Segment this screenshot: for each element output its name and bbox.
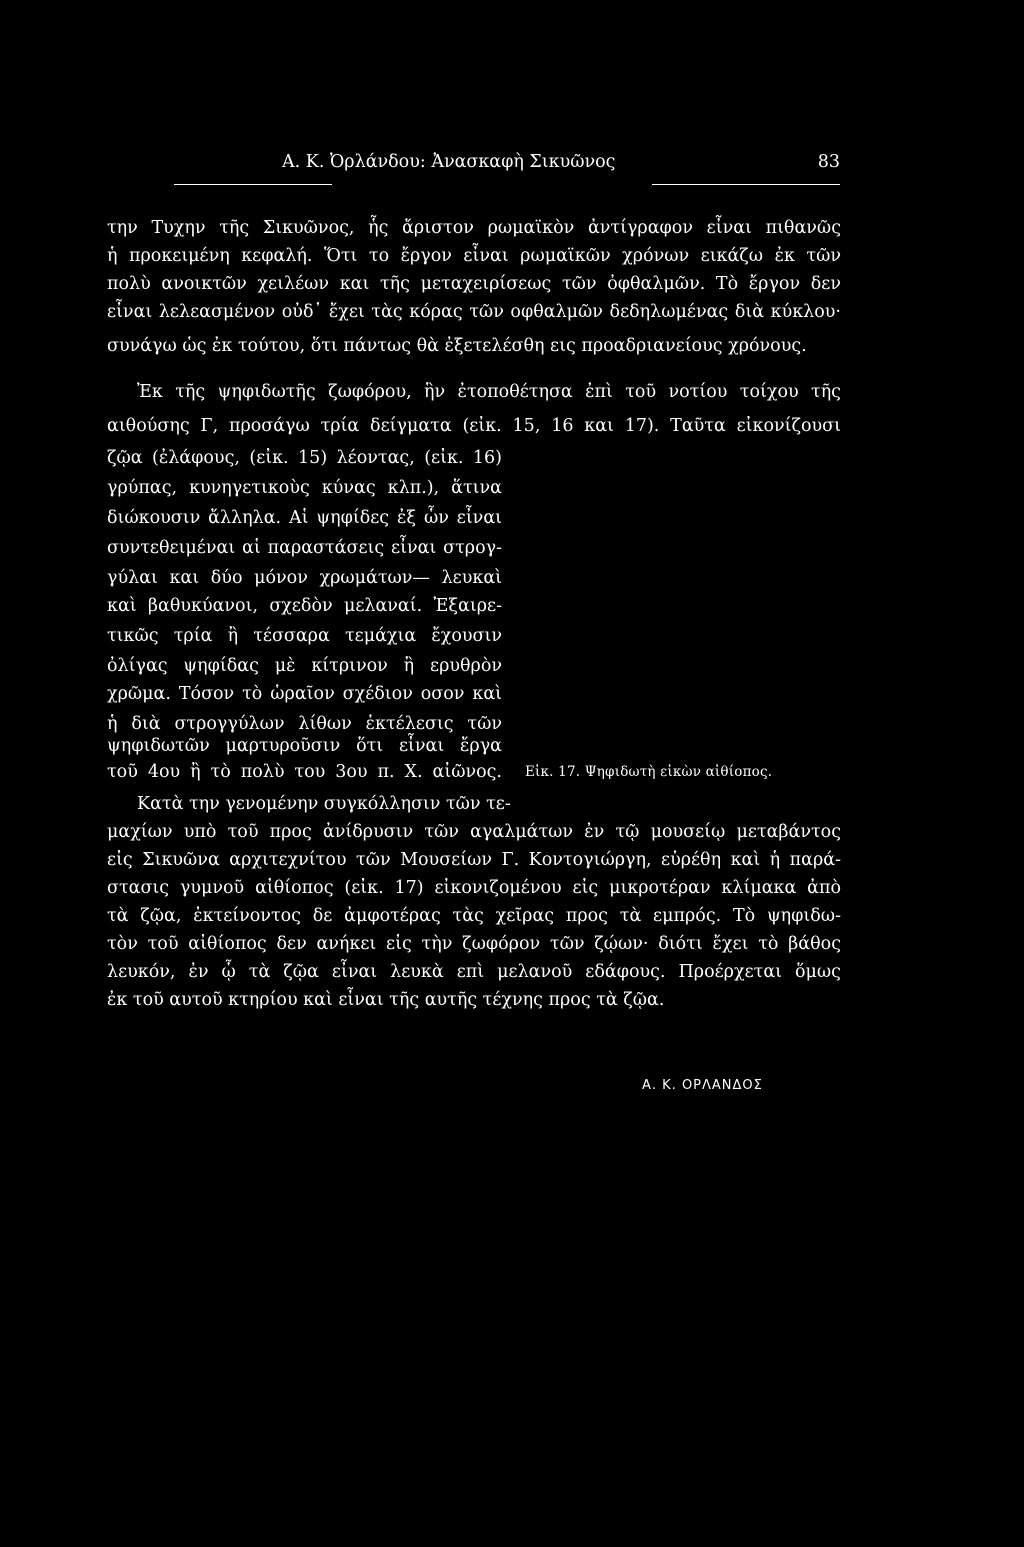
text-line: διώκουσιν ἄλληλα. Αἱ ψηφίδες ἐξ ὧν εἶναι — [107, 508, 502, 528]
text-line: ψηφιδωτῶν μαρτυροῦσιν ὅτι εἶναι ἔργα — [107, 736, 502, 756]
text-line: εἰς Σικυῶνα αρχιτεχνίτου τῶν Μουσείων Γ. Κοντογιώργη, εὑρέθη καὶ ἡ παρά- — [107, 850, 841, 870]
text-line: πολὺ ανοικτῶν χειλέων και τῆς μεταχειρίσεως τῶν ὀφθαλμῶν. Τὸ ἔργον δεν — [107, 274, 841, 294]
figure-caption: Εἰκ. 17. Ψηφιδωτὴ εἰκὼν αἰθίοπος. — [525, 764, 773, 780]
text-line: ἐκ τοῦ αυτοῦ κτηρίου καὶ εἶναι τῆς αυτῆς τέχνης προς τὰ ζῷα. — [107, 990, 665, 1010]
text-line: στασις γυμνοῦ αἰθίοπος (εἰκ. 17) εἰκονιζομένου εἰς μικροτέραν κλίμακα ἀπὸ — [107, 878, 841, 898]
text-line: συνάγω ὡς ἐκ τούτου, ὅτι πάντως θὰ ἐξετελέσθη εις προαδριανείους χρόνους. — [107, 336, 807, 356]
text-line: τοῦ 4ου ἢ τὸ πολὺ του 3ου π. Χ. αἰῶνος. — [107, 762, 502, 782]
text-line: εἶναι λελεασμένον οὐδ᾽ ἔχει τὰς κόρας τῶν οφθαλμῶν δεδηλωμένας διὰ κύκλου· — [107, 302, 841, 322]
text-line: τὸν τοῦ αἰθίοπος δεν ανήκει εἰς τὴν ζωφόρον τῶν ζῴων· διότι ἔχει τὸ βάθος — [107, 934, 841, 954]
text-line: συντεθειμέναι αἱ παραστάσεις εἶναι στρογ- — [107, 538, 502, 558]
text-line: ἡ διὰ στρογγύλων λίθων ἐκτέλεσις τῶν — [107, 714, 502, 734]
text-line: την Τυχην τῆς Σικυῶνος, ἧς ἄριστον ρωμαϊκὸν ἀντίγραφον εἶναι πιθανῶς — [107, 218, 841, 238]
text-line: γρύπας, κυνηγετικοὺς κύνας κλπ.), ἅτινα — [107, 478, 502, 498]
page-number: 83 — [817, 152, 840, 172]
header-rule-right — [652, 184, 840, 185]
text-line: ζῷα (ἐλάφους, (εἰκ. 15) λέοντας, (εἰκ. 16) — [107, 448, 502, 468]
author-signature: Α. Κ. ΟΡΛΑΝΔΟΣ — [642, 1078, 763, 1093]
text-line: ἡ προκειμένη κεφαλή. Ὅτι το ἔργον εἶναι ρωμαϊκῶν χρόνων εικάζω ἐκ τῶν — [107, 246, 841, 266]
text-line: Κατὰ την γενομένην συγκόλλησιν τῶν τε- — [137, 794, 511, 814]
text-line: τὰ ζῷα, ἐκτείνοντος δε ἀμφοτέρας τὰς χεῖρας προς τὰ εμπρός. Τὸ ψηφιδω- — [107, 906, 841, 926]
text-line: λευκόν, ἐν ᾧ τὰ ζῷα εἶναι λευκὰ επὶ μελανοῦ εδάφους. Προέρχεται ὅμως — [107, 962, 841, 982]
text-line: χρῶμα. Τόσον τὸ ὡραῖον σχέδιον οσον καὶ — [107, 684, 502, 704]
text-line: γύλαι και δύο μόνον χρωμάτων— λευκαὶ — [107, 568, 502, 588]
text-line: μαχίων υπὸ τοῦ προς ἀνίδρυσιν τῶν αγαλμάτων ἐν τῷ μουσείῳ μεταβάντος — [107, 822, 841, 842]
text-line: Ἐκ τῆς ψηφιδωτῆς ζωφόρου, ἣν ἐτοποθέτησα ἐπὶ τοῦ νοτίου τοίχου τῆς — [137, 382, 841, 402]
text-line: καὶ βαθυκύανοι, σχεδὸν μελαναί. Ἐξαιρε- — [107, 596, 502, 616]
text-line: αιθούσης Γ, προσάγω τρία δείγματα (εἰκ. 15, 16 και 17). Ταῦτα εἰκονίζουσι — [107, 416, 841, 436]
text-line: τικῶς τρία ἢ τέσσαρα τεμάχια ἔχουσιν — [107, 626, 502, 646]
running-title: Α. Κ. Ὀρλάνδου: Ἀνασκαφὴ Σικυῶνος — [282, 152, 616, 172]
text-line: ὀλίγας ψηφίδας μὲ κίτρινον ἢ ερυθρὸν — [107, 656, 502, 676]
header-rule-left — [174, 184, 332, 185]
